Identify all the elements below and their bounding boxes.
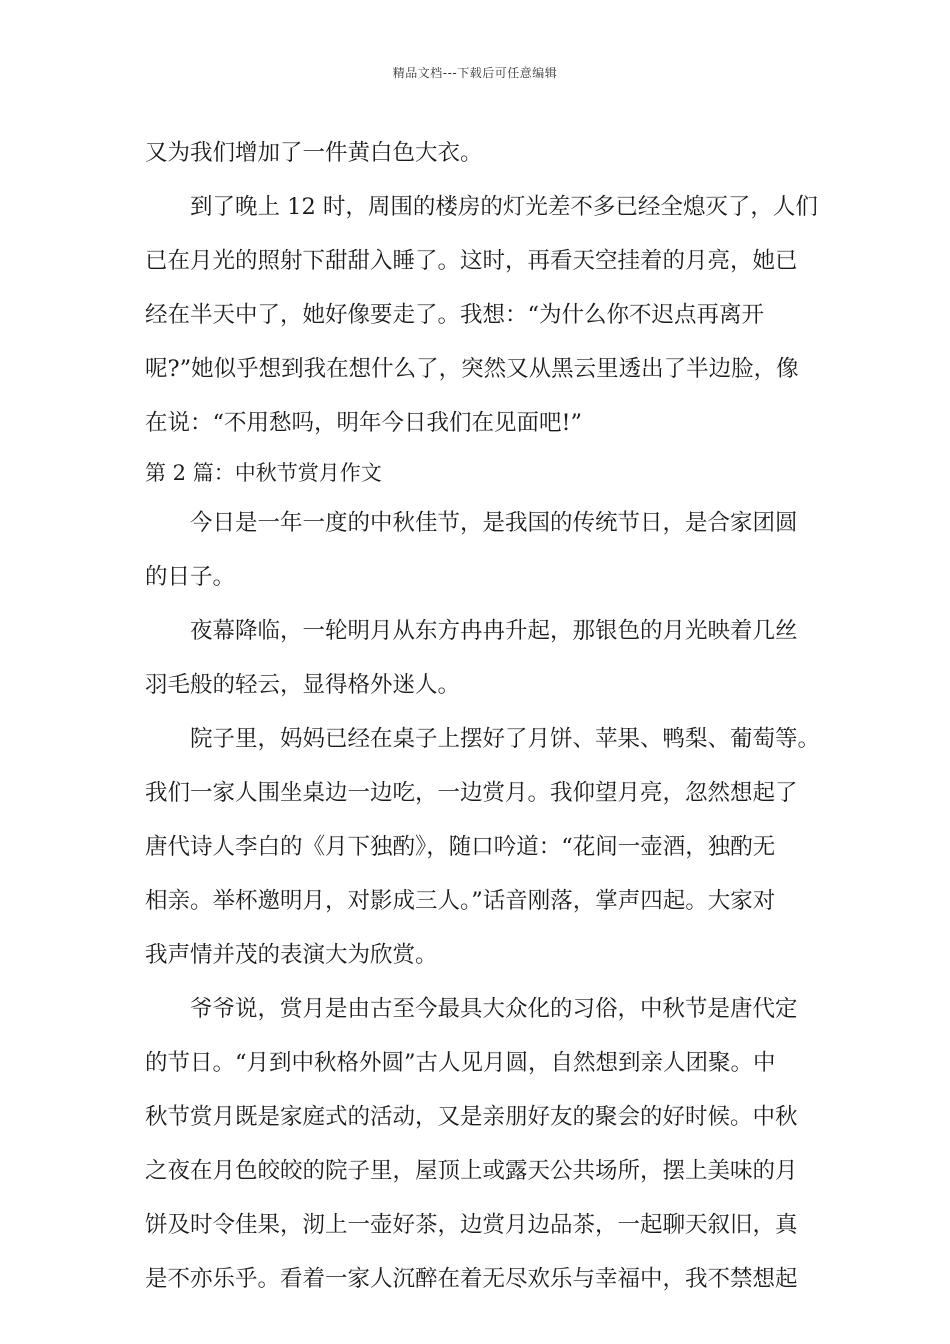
text-line: 在说：“不用愁吗，明年今日我们在见面吧!”: [145, 410, 583, 436]
text-line: 之夜在月色皎皎的院子里，屋顶上或露天公共场所，摆上美味的月: [145, 1158, 798, 1184]
page-header: 精品文档---下载后可任意编辑: [392, 66, 558, 80]
section-heading: 第 2 篇：中秋节赏月作文: [145, 461, 382, 485]
text-line: 我声情并茂的表演大为欣赏。: [145, 942, 438, 968]
text-line: 羽毛般的轻云，显得格外迷人。: [145, 672, 461, 698]
text-line: 已在月光的照射下甜甜入睡了。这时，再看天空挂着的月亮，她已: [145, 248, 798, 274]
paragraph-start-line: 到了晚上 12 时，周围的楼房的灯光差不多已经全熄灭了，人们: [190, 194, 818, 220]
text-line: 是不亦乐乎。看着一家人沉醉在着无尽欢乐与幸福中，我不禁想起: [145, 1266, 798, 1292]
text-line: 相亲。举杯邀明月，对影成三人。”话音刚落，掌声四起。大家对: [145, 888, 776, 914]
paragraph-start-line: 夜幕降临，一轮明月从东方冉冉升起，那银色的月光映着几丝: [190, 618, 798, 644]
paragraph-start-line: 爷爷说，赏月是由古至今最具大众化的习俗，中秋节是唐代定: [190, 996, 798, 1022]
text-line: 又为我们增加了一件黄白色大衣。: [145, 140, 483, 166]
text-line: 呢?”她似乎想到我在想什么了，突然又从黑云里透出了半边脸，像: [145, 356, 799, 382]
paragraph-start-line: 今日是一年一度的中秋佳节，是我国的传统节日，是合家团圆: [190, 510, 798, 536]
document-body: [145, 126, 821, 1306]
text-line: 我们一家人围坐桌边一边吃，一边赏月。我仰望月亮，忽然想起了: [145, 780, 798, 806]
text-line: 经在半天中了，她好像要走了。我想：“为什么你不迟点再离开: [145, 302, 765, 328]
text-line: 的节日。“月到中秋格外圆”古人见月圆，自然想到亲人团聚。中: [145, 1050, 776, 1076]
text-line: 饼及时令佳果，沏上一壶好茶，边赏月边品茶，一起聊天叙旧，真: [145, 1212, 798, 1238]
text-line: 的日子。: [145, 564, 236, 590]
paragraph-start-line: 院子里，妈妈已经在桌子上摆好了月饼、苹果、鸭梨、葡萄等。: [190, 726, 821, 752]
text-line: 唐代诗人李白的《月下独酌》，随口吟道：“花间一壶酒，独酌无: [145, 834, 776, 860]
text-line: 秋节赏月既是家庭式的活动，又是亲朋好友的聚会的好时候。中秋: [145, 1104, 798, 1130]
